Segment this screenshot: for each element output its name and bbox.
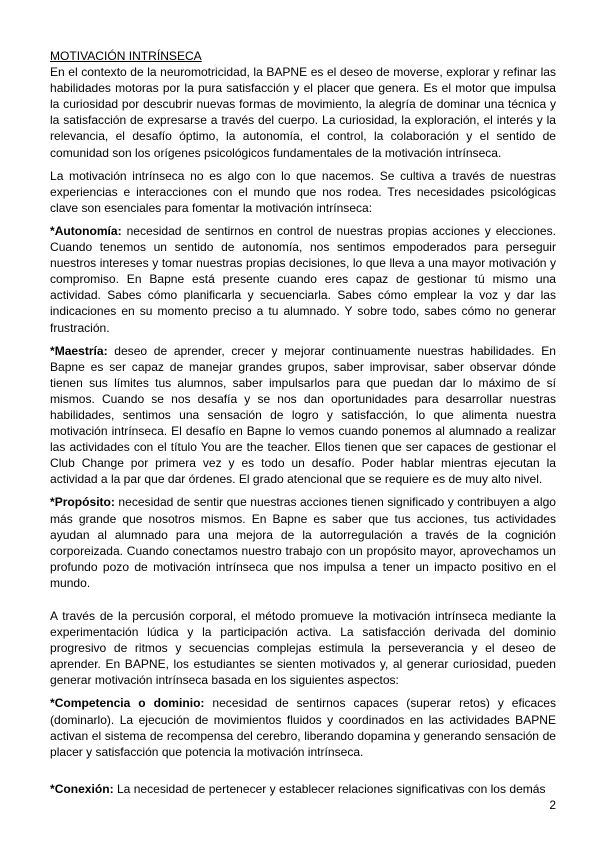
need-text: necesidad de sentirnos en control de nuestras propias acciones y elecciones. Cuando tenemos un sentido de autonomía, nos sentimos empoderados para perseguir nuestros intereses y tomar nuestras propias decisiones, lo que lleva a una mayor motivación y compromiso. En Bapne está presente cuando eres capaz de gestionar tú mismo una actividad. Sabes cómo planificarla y secuenciarla. Sabes cómo emplear la voz y dar las indicaciones en su momento preciso a tu alumnado. Y sobre todo, sabes cómo no generar frustración. <box>50 223 556 335</box>
intro-paragraph-2: La motivación intrínseca no es algo con lo que nacemos. Se cultiva a través de nuestras experiencias e interacciones con el mundo que nos rodea. Tres necesidades psicológicas clave son esenciales para fomentar la motivación intrínseca: <box>50 168 556 215</box>
need-term: *Maestría: <box>50 343 108 358</box>
page-body <box>50 48 556 804</box>
aspect-competence <box>50 695 556 759</box>
need-term: *Autonomía: <box>50 223 122 238</box>
spacer <box>50 598 556 608</box>
percussion-paragraph: A través de la percusión corporal, el método promueve la motivación intrínseca mediante la experimentación lúdica y la participación activa. La satisfacción derivada del dominio progresivo de ritmos y secuencias complejas estimula la perseverancia y el deseo de aprender. En BAPNE, los estudiantes se sienten motivados y, al generar curiosidad, pueden generar motivación intrínseca basada en los siguientes aspectos: <box>50 609 556 688</box>
need-purpose <box>50 494 556 591</box>
need-mastery <box>50 343 556 488</box>
aspect-connection <box>50 781 556 797</box>
need-text: deseo de aprender, crecer y mejorar continuamente nuestras habilidades. En Bapne es ser capaz de manejar grandes grupos, saber improvisar, saber observar dónde tienen sus límites tus alumnos, saber impulsarlos para que puedan dar lo máximo de sí mismos. Cuando se nos desafía y se nos dan oportunidades para desarrollar nuestras habilidades, sentimos una sensación de logro y satisfacción, lo que alimenta nuestra motivación intrínseca. El desafío en Bapne lo vemos cuando ponemos al alumnado a realizar las actividades con el título You are the teacher. Ellos tienen que ser capaces de gestionar el Club Change por primera vez y es todo un desafío. Poder hablar mientras ejecutan la actividad a la par que dar órdenes. El grado atencional que se requiere es de muy alto nivel. <box>50 343 556 487</box>
section-heading: MOTIVACIÓN INTRÍNSECA <box>50 49 202 63</box>
aspect-term: *Competencia o dominio: <box>50 696 205 711</box>
spacer <box>50 767 556 781</box>
aspect-term: *Conexión: <box>50 781 114 796</box>
need-text: necesidad de sentir que nuestras acciones tienen significado y contribuyen a algo más grande que nosotros mismos. En Bapne es saber que tus acciones, tus actividades ayudan al alumnado para una mejora de la autorregulación a través de la cognición corporeizada. Cuando conectamos nuestro trabajo con un propósito mayor, aprovechamos un profundo pozo de motivación intrínseca que nos impulsa a tener un impacto positivo en el mundo. <box>50 495 556 590</box>
need-term: *Propósito: <box>50 495 115 510</box>
page-number: 2 <box>549 798 556 812</box>
need-autonomy <box>50 223 556 336</box>
aspect-text: La necesidad de pertenecer y establecer relaciones significativas con los demás <box>116 781 546 796</box>
aspect-text: necesidad de sentirnos capaces (superar retos) y eficaces (dominarlo). La ejecución de movimientos fluidos y coordinados en las actividades BAPNE activan el sistema de recompensa del cerebro, liberando dopamina y generando sensación de placer y satisfacción que potencia la motivación intrínseca. <box>50 696 556 759</box>
intro-paragraph-1: En el contexto de la neuromotricidad, la BAPNE es el deseo de moverse, explorar y refinar las habilidades motoras por la pura satisfacción y el placer que genera. Es el motor que impulsa la curiosidad por descubrir nuevas formas de movimiento, la alegría de dominar una técnica y la satisfacción de expresarse a través del cuerpo. La curiosidad, la exploración, el interés y la relevancia, el desafío óptimo, la autonomía, el control, la colaboración y el sentido de comunidad son los orígenes psicológicos fundamentales de la motivación intrínseca. <box>50 65 556 160</box>
